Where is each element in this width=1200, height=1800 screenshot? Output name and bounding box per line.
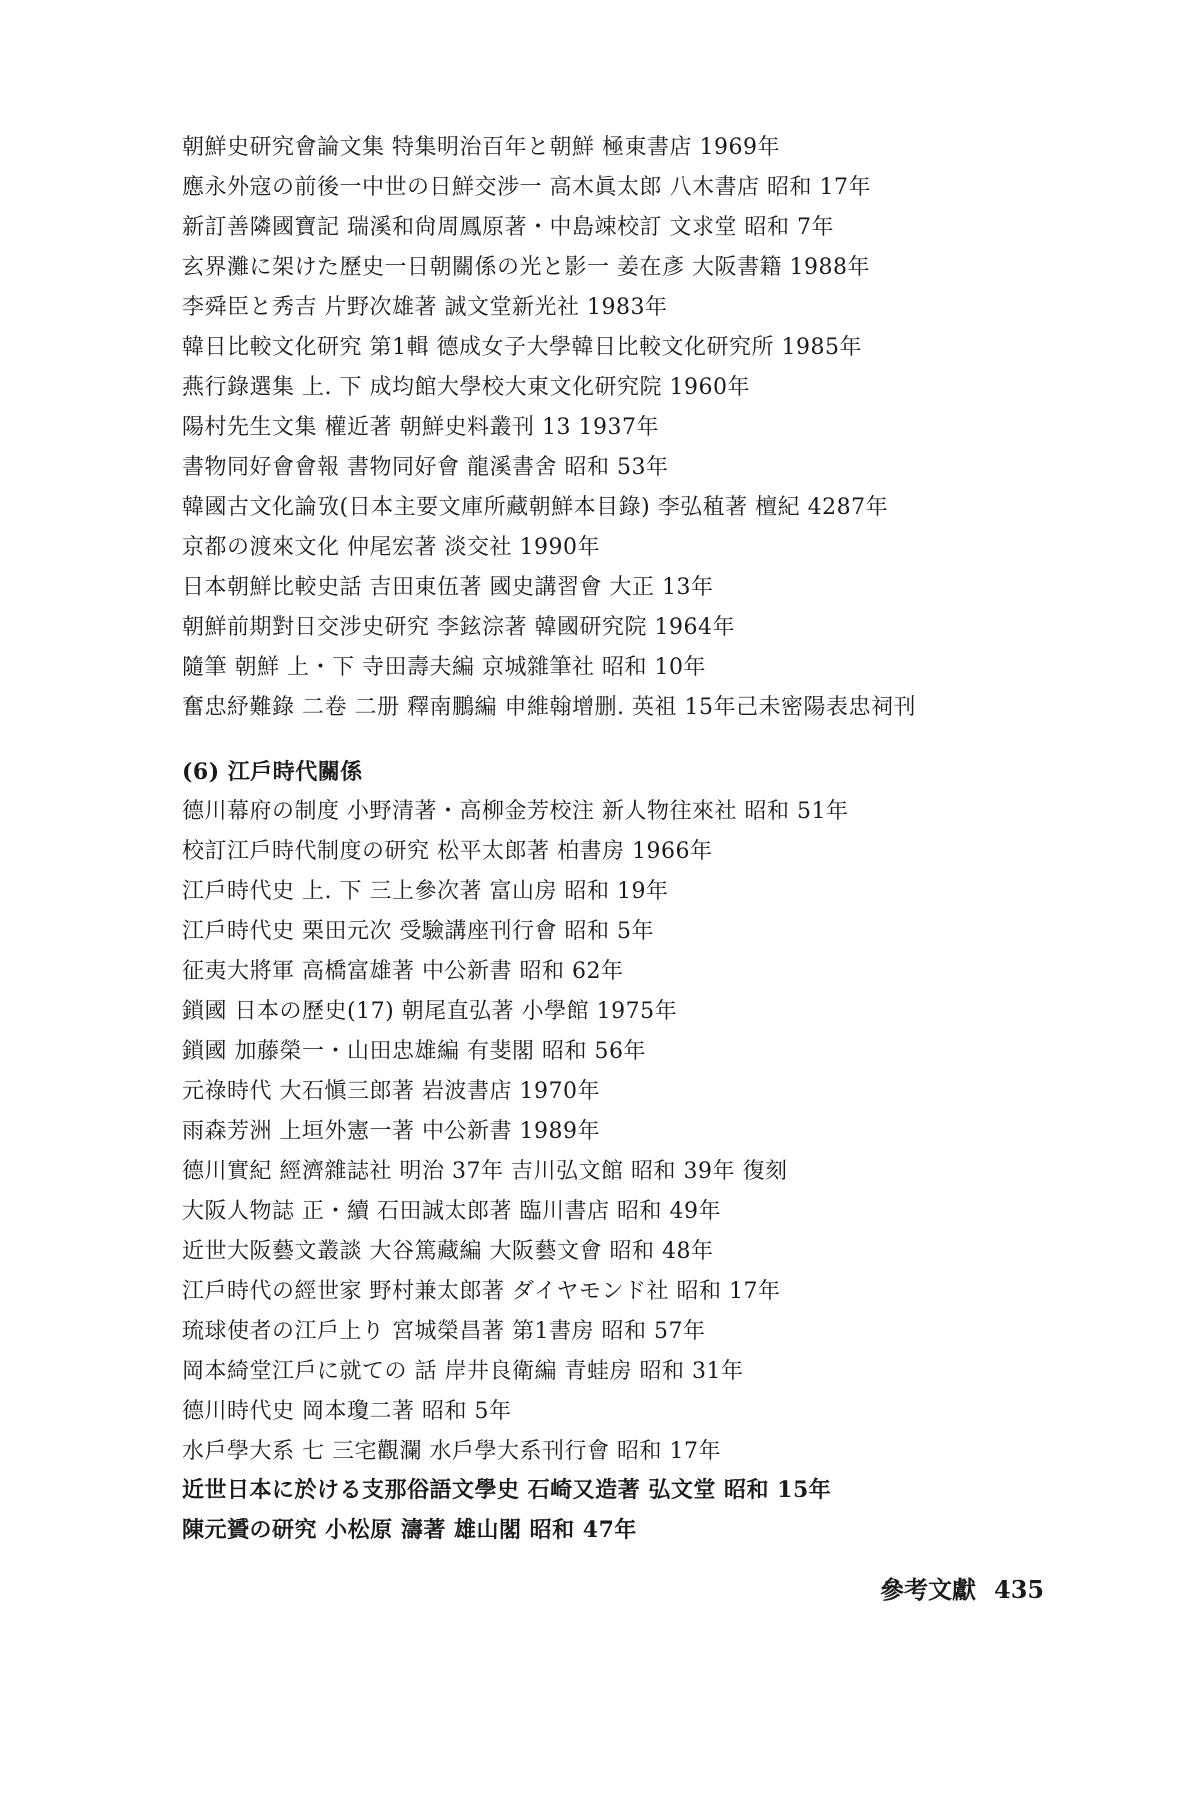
bibliography-entry: 水戶學大系 七 三宅觀瀾 水戶學大系刊行會 昭和 17年 [182, 1439, 721, 1464]
bibliography-entry: 書物同好會會報 書物同好會 龍溪書舍 昭和 53年 [182, 455, 669, 480]
running-title: 參考文獻 [880, 1575, 976, 1604]
bibliography-entry: 隨筆 朝鮮 上・下 寺田壽夫編 京城雜筆社 昭和 10年 [182, 655, 706, 680]
bibliography-entry: 朝鮮前期對日交涉史研究 李鉉淙著 韓國研究院 1964年 [182, 615, 735, 640]
bibliography-entry: 近世大阪藝文叢談 大谷篤藏編 大阪藝文會 昭和 48年 [182, 1239, 714, 1264]
bibliography-entry: 大阪人物誌 正・續 石田誠太郎著 臨川書店 昭和 49年 [182, 1199, 721, 1224]
bibliography-entry: 韓日比較文化研究 第1輯 德成女子大學韓日比較文化研究所 1985年 [182, 335, 862, 360]
bibliography-list-edo [182, 792, 1142, 1472]
bibliography-list-edo-continued [182, 1470, 1142, 1550]
bibliography-entry: 元祿時代 大石愼三郎著 岩波書店 1970年 [182, 1079, 600, 1104]
bibliography-entry: 江戶時代史 上. 下 三上參次著 富山房 昭和 19年 [182, 879, 669, 904]
bibliography-entry: 德川實紀 經濟雜誌社 明治 37年 吉川弘文館 昭和 39年 復刻 [182, 1159, 788, 1184]
bibliography-entry: 校訂江戶時代制度の研究 松平太郎著 柏書房 1966年 [182, 839, 713, 864]
bibliography-entry: 岡本綺堂江戶に就ての 話 岸井良衛編 青蛙房 昭和 31年 [182, 1359, 744, 1384]
bibliography-entry: 朝鮮史研究會論文集 特集明治百年と朝鮮 極東書店 1969年 [182, 135, 780, 160]
bibliography-entry: 征夷大將軍 高橋富雄著 中公新書 昭和 62年 [182, 959, 624, 984]
bibliography-entry: 鎖國 加藤榮一・山田忠雄編 有斐閣 昭和 56年 [182, 1039, 646, 1064]
section-heading: (6) 江戶時代關係 [182, 759, 363, 785]
bibliography-entry: 京都の渡來文化 仲尾宏著 淡交社 1990年 [182, 535, 600, 560]
bibliography-entry: 陳元贇の研究 小松原 濤著 雄山閣 昭和 47年 [182, 1517, 637, 1543]
bibliography-entry: 鎖國 日本の歷史(17) 朝尾直弘著 小學館 1975年 [182, 999, 678, 1024]
bibliography-entry: 新訂善隣國寶記 瑞溪和尙周鳳原著・中島竦校訂 文求堂 昭和 7年 [182, 215, 834, 240]
bibliography-entry: 陽村先生文集 權近著 朝鮮史料叢刊 13 1937年 [182, 415, 659, 440]
page-number: 435 [994, 1575, 1045, 1604]
bibliography-entry: 燕行錄選集 上. 下 成均館大學校大東文化研究院 1960年 [182, 375, 750, 400]
bibliography-entry: 奮忠紓難錄 二卷 二册 釋南鵬編 申維翰增删. 英祖 15年己未密陽表忠祠刊 [182, 695, 916, 720]
bibliography-list-korea [182, 128, 1142, 728]
bibliography-entry: 日本朝鮮比較史話 吉田東伍著 國史講習會 大正 13年 [182, 575, 714, 600]
bibliography-entry: 應永外寇の前後一中世の日鮮交涉一 高木眞太郎 八木書店 昭和 17年 [182, 175, 871, 200]
bibliography-entry: 雨森芳洲 上垣外憲一著 中公新書 1989年 [182, 1119, 600, 1144]
page-footer [880, 1572, 1044, 1608]
bibliography-entry: 德川時代史 岡本瓊二著 昭和 5年 [182, 1399, 512, 1424]
bibliography-entry: 江戶時代の經世家 野村兼太郎著 ダイヤモンド社 昭和 17年 [182, 1279, 781, 1304]
bibliography-entry: 近世日本に於ける支那俗語文學史 石崎又造著 弘文堂 昭和 15年 [182, 1477, 832, 1503]
bibliography-entry: 玄界灘に架けた歷史一日朝關係の光と影一 姜在彥 大阪書籍 1988年 [182, 255, 870, 280]
bibliography-entry: 李舜臣と秀吉 片野次雄著 誠文堂新光社 1983年 [182, 295, 668, 320]
bibliography-entry: 德川幕府の制度 小野清著・高柳金芳校注 新人物往來社 昭和 51年 [182, 799, 849, 824]
bibliography-entry: 琉球使者の江戶上り 宮城榮昌著 第1書房 昭和 57年 [182, 1319, 706, 1344]
bibliography-entry: 江戶時代史 栗田元次 受驗講座刊行會 昭和 5年 [182, 919, 654, 944]
bibliography-entry: 韓國古文化論攷(日本主要文庫所藏朝鮮本目錄) 李弘稙著 檀紀 4287年 [182, 495, 889, 520]
